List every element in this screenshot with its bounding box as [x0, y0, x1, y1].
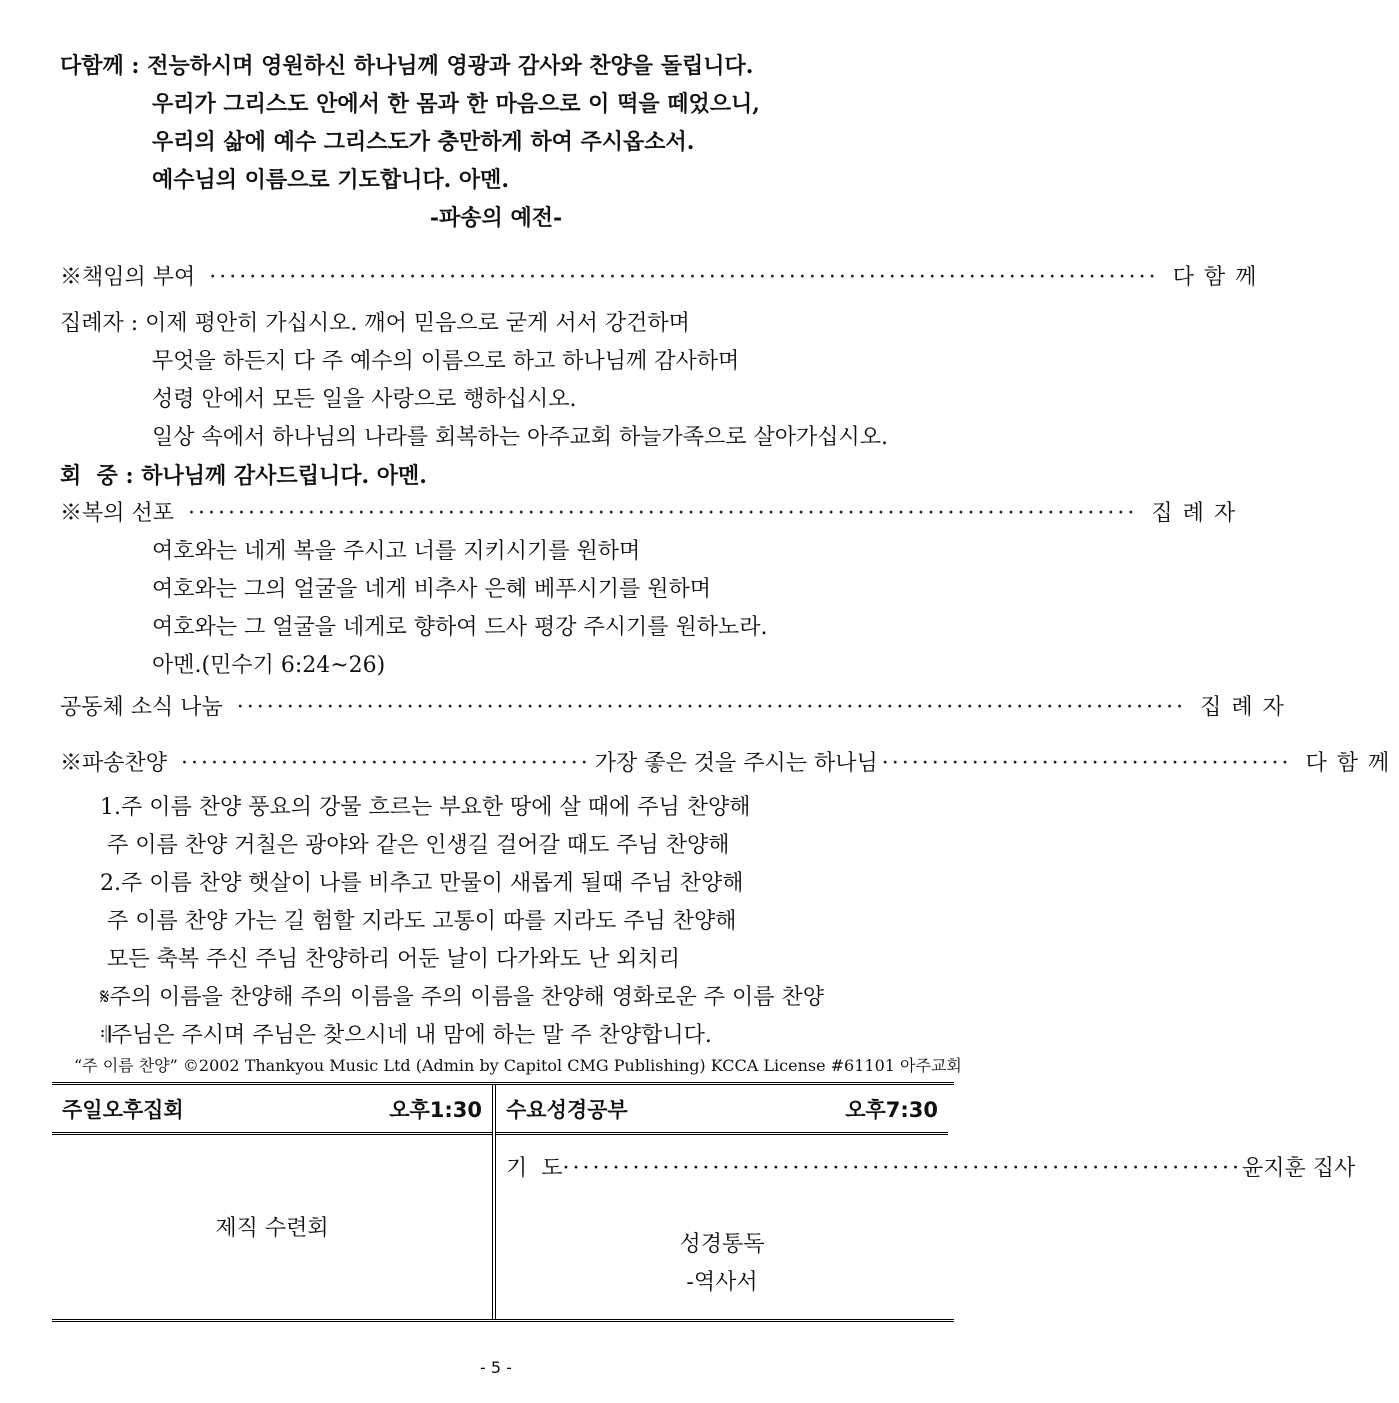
congregation-text: 하나님께 감사드립니다. 아멘.	[141, 463, 427, 489]
sunday-content: 제직 수련회	[215, 1216, 329, 1241]
leader-dots: ·······························································································	[209, 265, 1159, 290]
news-label: 공동체 소식 나눔	[60, 695, 223, 720]
benediction-line-1: 여호와는 네게 복을 주시고 너를 지키시기를 원하며	[152, 539, 641, 564]
presider-line-2: 무엇을 하든지 다 주 예수의 이름으로 하고 하나님께 감사하며	[152, 349, 740, 374]
congregation-speaker: 회 중 :	[60, 463, 142, 489]
leader-dots: ·······························································································	[236, 695, 1187, 720]
news-row	[60, 694, 1294, 722]
section-title: -파송의 예전-	[429, 205, 563, 231]
leader-dots: ·········································	[881, 751, 1292, 776]
hymn-lyric-6: 𝄋주의 이름을 찬양해 주의 이름을 주의 이름을 찬양해 영화로운 주 이름 찬양	[100, 985, 824, 1010]
sending-hymn-label: ※파송찬양	[60, 751, 168, 776]
sunday-time: 오후1:30	[389, 1097, 482, 1122]
benediction-line-3: 여호와는 그 얼굴을 네게로 향하여 드사 평강 주시기를 원하노라.	[152, 615, 768, 640]
wednesday-reading: 성경통독	[679, 1232, 765, 1257]
hymn-lyric-4: 주 이름 찬양 가는 길 험할 지라도 고통이 따를 지라도 주님 찬양해	[100, 909, 737, 934]
copyright-credit: “주 이름 찬양” ©2002 Thankyou Music Ltd (Admin by Capitol CMG Publishing) KCCA License #61101 아주교회	[74, 1056, 962, 1075]
closing-prayer-line-3: 우리의 삶에 예수 그리스도가 충만하게 하여 주시옵소서.	[152, 129, 695, 155]
benediction-row	[60, 500, 1246, 528]
wednesday-name: 수요성경공부	[506, 1097, 628, 1122]
sunday-header	[52, 1085, 492, 1135]
presider-line-4: 일상 속에서 하나님의 나라를 회복하는 아주교회 하늘가족으로 살아가십시오.	[152, 425, 889, 450]
benediction-label: ※복의 선포	[60, 501, 175, 526]
hymn-lyric-1: 1.주 이름 찬양 풍요의 강물 흐르는 부요한 땅에 살 때에 주님 찬양해	[100, 795, 751, 820]
sunday-name: 주일오후집회	[62, 1097, 184, 1122]
news-who: 집례자	[1200, 695, 1294, 720]
wednesday-header	[496, 1085, 948, 1135]
closing-prayer-speaker: 다함께 :	[60, 53, 148, 79]
benediction-who: 집례자	[1151, 501, 1246, 526]
wednesday-reading-sub: -역사서	[686, 1270, 758, 1295]
benediction-line-4: 아멘.(민수기 6:24~26)	[152, 653, 386, 678]
page-number: - 5 -	[480, 1358, 512, 1377]
sending-hymn-title: 가장 좋은 것을 주시는 하나님	[594, 751, 878, 776]
closing-prayer-text-1: 전능하시며 영원하신 하나님께 영광과 감사와 찬양을 돌립니다.	[147, 53, 754, 79]
prayer-label: 기 도	[506, 1156, 563, 1181]
wednesday-time: 오후7:30	[845, 1097, 938, 1122]
presider-text-1: 이제 평안히 가십시오. 깨어 믿음으로 굳게 서서 강건하며	[145, 311, 690, 336]
prayer-leader: 윤지훈 집사	[1242, 1156, 1356, 1181]
closing-prayer-line-1	[60, 52, 753, 80]
closing-prayer-line-2: 우리가 그리스도 안에서 한 몸과 한 마음으로 이 떡을 떼었으니,	[152, 91, 760, 117]
sending-hymn-row	[60, 750, 1399, 778]
hymn-lyric-5: 모든 축복 주신 주님 찬양하리 어둔 날이 다가와도 난 외치리	[100, 947, 680, 972]
commission-who: 다함께	[1172, 265, 1267, 290]
commission-label: ※책임의 부여	[60, 265, 196, 290]
hymn-lyric-7: 𝄇주님은 주시며 주님은 찾으시네 내 맘에 하는 말 주 찬양합니다.	[100, 1023, 712, 1048]
commission-row	[60, 264, 1267, 292]
leader-dots: ·········································	[181, 751, 591, 776]
leader-dots: ····································································	[562, 1156, 1243, 1181]
hymn-lyric-3: 2.주 이름 찬양 햇살이 나를 비추고 만물이 새롭게 될때 주님 찬양해	[100, 871, 744, 896]
closing-prayer-line-4: 예수님의 이름으로 기도합니다. 아멘.	[152, 167, 510, 193]
presider-speaker: 집례자 :	[60, 311, 146, 336]
wednesday-prayer-row	[506, 1155, 1356, 1183]
schedule-table	[52, 1082, 1356, 1322]
benediction-line-2: 여호와는 그의 얼굴을 네게 비추사 은혜 베푸시기를 원하며	[152, 577, 712, 602]
sending-hymn-who: 다함께	[1305, 751, 1399, 776]
leader-dots: ·······························································································	[188, 501, 1138, 526]
presider-line-3: 성령 안에서 모든 일을 사랑으로 행하십시오.	[152, 387, 577, 412]
hymn-lyric-2: 주 이름 찬양 거칠은 광야와 같은 인생길 걸어갈 때도 주님 찬양해	[100, 833, 730, 858]
presider-line-1	[60, 310, 690, 338]
congregation-line	[60, 462, 427, 490]
